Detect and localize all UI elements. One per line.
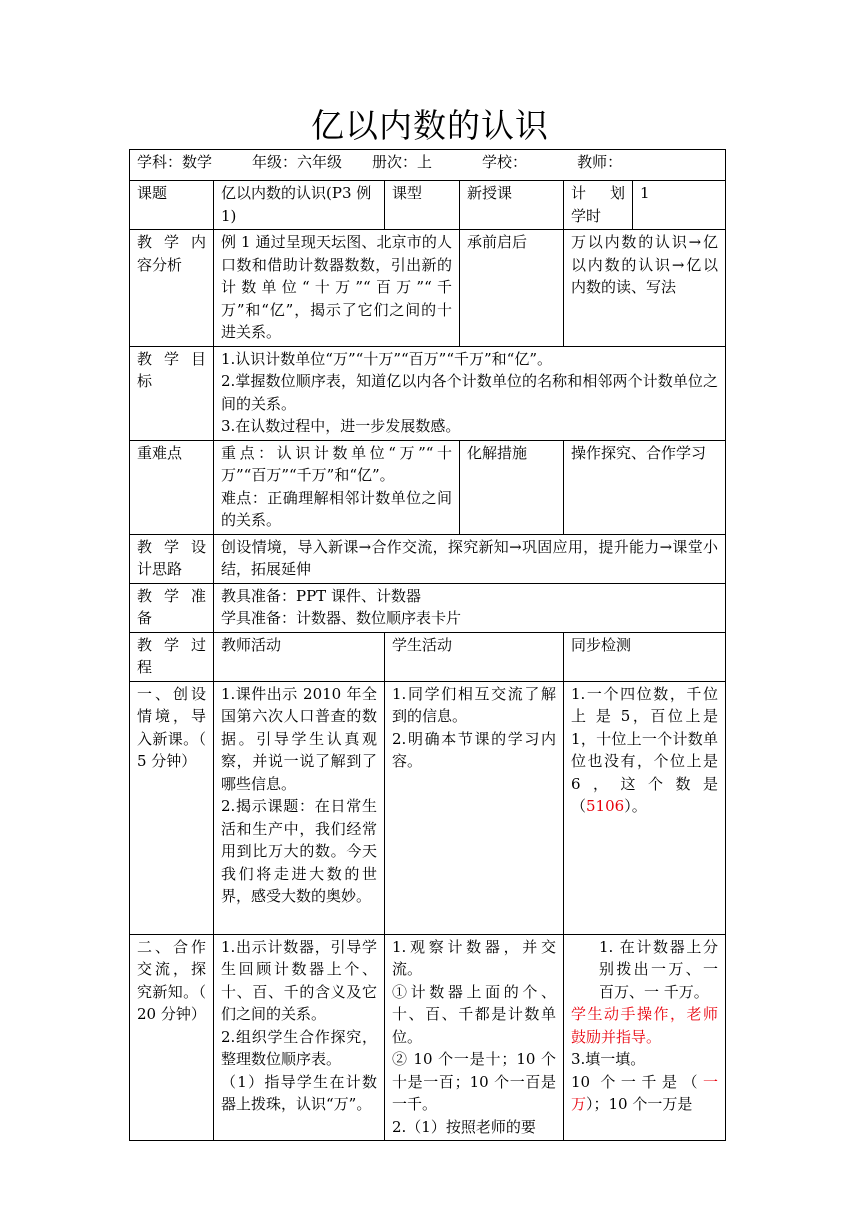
- lesson-type-label: 课型: [385, 181, 460, 230]
- stage-1-teacher-activity: [214, 681, 385, 934]
- stage-1-check-close: ）。: [624, 797, 647, 815]
- stage-2-student-step: ② 10 个一是十；10 个十是一百；10 个一百是一千。: [392, 1050, 556, 1113]
- stage-2-teacher-step: 1.出示计数器，引导学生回顾计数器上个、十、百、千的含义及它们之间的关系。: [221, 937, 377, 1023]
- stage-1-student-activity: [385, 681, 564, 934]
- document-title: 亿以内数的认识: [311, 106, 549, 145]
- goals-list: [214, 346, 726, 440]
- lesson-plan-table: [129, 149, 726, 1141]
- topic-label: 课题: [130, 181, 214, 230]
- teacher-activity-header: 教师活动: [214, 632, 385, 681]
- planned-hours-label: 计 划 学时: [564, 181, 633, 230]
- grade-field: 年级：六年级: [252, 153, 343, 171]
- key-point: 重点：认识计数单位“万”“十万”“百万”“千万”和“亿”。: [221, 443, 452, 484]
- stage-1-check-answer: 5106: [586, 797, 625, 815]
- design-row: [130, 534, 726, 583]
- goal-item: 2.掌握数位顺序表，知道亿以内各个计数单位的名称和相邻两个计数单位之间的关系。: [221, 372, 719, 413]
- goals-label: 教 学 目标: [130, 346, 214, 440]
- content-analysis-flow: 万以内数的认识→亿以内数的认识→亿以内数的读、写法: [564, 230, 726, 347]
- measures-label: 化解措施: [460, 440, 564, 534]
- difficult-point: 难点：正确理解相邻计数单位之间的关系。: [221, 488, 452, 529]
- stage-1-check: [564, 681, 726, 934]
- goal-item: 3.在认数过程中，进一步发展数感。: [221, 417, 461, 435]
- stage-1-label: 一、创设情境，导入新课。（ 5 分钟）: [130, 681, 214, 934]
- preparation-label: 教 学 准备: [130, 583, 214, 632]
- header-info: [130, 150, 726, 181]
- volume-field: 册次：上: [372, 153, 433, 171]
- stage-1-check-question: 1.一个四位数，千位上 是 5，百位上是 1，十位上一个计数单位也没有，个位上是 6，这个数是（: [571, 684, 719, 815]
- stage-2-check-task: 1. 在计数器上分别拨出一万、一百万、一 千万。: [599, 937, 719, 1001]
- stage-2-check: [564, 934, 726, 1141]
- stage-2-row: [130, 934, 726, 1141]
- key-points-row: [130, 440, 726, 534]
- design-label: 教 学 设计思路: [130, 534, 214, 583]
- topic-row: [130, 181, 726, 230]
- stage-2-teacher-activity: [214, 934, 385, 1141]
- stage-2-teacher-step: 2.组织学生合作探究，整理数位顺序表。: [221, 1027, 377, 1068]
- process-label: 教 学 过程: [130, 632, 214, 681]
- lesson-type-value: 新授课: [460, 181, 564, 230]
- stage-2-student-step: ①计数器上面的个、十、百、千都是计数单位。: [392, 982, 556, 1046]
- header-row: [130, 150, 726, 181]
- goal-item: 1.认识计数单位“万”“十万”“百万”“千万”和“亿”。: [221, 349, 552, 368]
- stage-2-label: 二、合作交流，探究新知。（ 20 分钟）: [130, 934, 214, 1141]
- stage-2-check-note: 学生动手操作，老师鼓励并指导。: [571, 1005, 719, 1046]
- content-analysis-label: 教 学 内容分析: [130, 230, 214, 347]
- preparation-text: [214, 583, 726, 632]
- stage-2-check-question: 10 个一千是（: [571, 1072, 703, 1091]
- stage-2-student-step: 1.观察计数器，并交流。: [392, 937, 556, 978]
- key-points-label: 重难点: [130, 440, 214, 534]
- key-points-text: [214, 440, 460, 534]
- student-tools: 学具准备：计数器、数位顺序表卡片: [221, 609, 462, 627]
- stage-2-check-answer: 一万: [571, 1072, 719, 1113]
- stage-1-teacher-step: 1.课件出示 2010 年全国第六次人口普查的数据。引导学生认真观察，并说一说了解到了哪些信息。: [221, 684, 377, 793]
- teacher-field: 教师：: [577, 153, 623, 171]
- subject-field: 学科：数学: [137, 153, 213, 171]
- student-activity-header: 学生活动: [385, 632, 564, 681]
- content-analysis-row: [130, 230, 726, 347]
- stage-1-student-step: 1.同学们相互交流了解到的信息。: [392, 684, 556, 725]
- content-analysis-text: 例 1 通过呈现天坛图、北京市的人口数和借助计数器数数，引出新的计数单位“十万”“百万”“千万”和“亿”，揭示了它们之间的十进关系。: [214, 230, 460, 347]
- stage-2-check-continue: ）；10 个一万是: [586, 1095, 693, 1113]
- stage-2-teacher-step: （1）指导学生在计数器上拨珠，认识“万”。: [221, 1072, 377, 1113]
- design-text: 创设情境，导入新课→合作交流，探究新知→巩固应用，提升能力→课堂小结，拓展延伸: [214, 534, 726, 583]
- stage-2-student-activity: [385, 934, 564, 1141]
- planned-hours-value: 1: [633, 181, 726, 230]
- stage-1-student-step: 2.明确本节课的学习内容。: [392, 729, 556, 770]
- stage-2-student-step: 2.（1）按照老师的要: [392, 1117, 536, 1136]
- content-analysis-mid: 承前启后: [460, 230, 564, 347]
- stage-2-check-fill: 3.填一填。: [571, 1050, 646, 1068]
- topic-value: 亿以内数的认识(P3 例 1): [214, 181, 385, 230]
- stage-2-check-blank: [571, 1071, 718, 1116]
- teacher-tools: 教具准备：PPT 课件、计数器: [221, 586, 421, 605]
- stage-1-row: [130, 681, 726, 934]
- sync-check-header: 同步检测: [564, 632, 726, 681]
- preparation-row: [130, 583, 726, 632]
- measures-value: 操作探究、合作学习: [564, 440, 726, 534]
- school-field: 学校：: [482, 153, 528, 171]
- goals-row: [130, 346, 726, 440]
- stage-1-teacher-step: 2.揭示课题：在日常生活和生产中，我们经常用到比万大的数。今天我们将走进大数的世界，感受大数的奥妙。: [221, 797, 377, 905]
- process-header-row: [130, 632, 726, 681]
